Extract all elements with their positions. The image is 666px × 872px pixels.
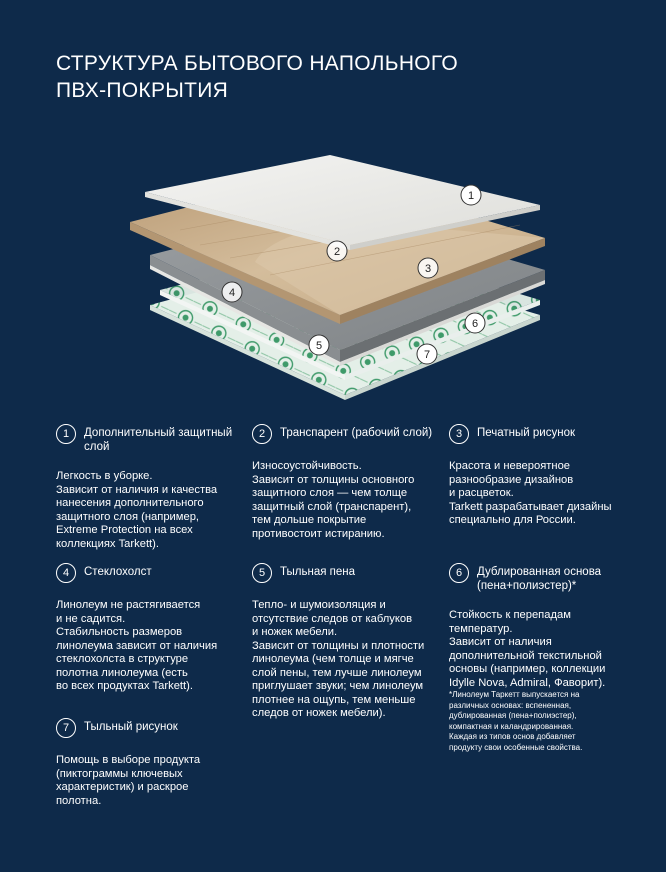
svg-text:5: 5 (315, 340, 323, 352)
number-badge: 3 (449, 424, 469, 444)
item-title: Дополнительный защитный слой (84, 427, 233, 453)
item-title: Дублированная основа (пена+полиэстер)* (477, 566, 602, 592)
svg-text:6: 6 (471, 318, 479, 330)
marker-2 (327, 241, 347, 261)
marker-6 (465, 313, 485, 333)
number-badge: 5 (252, 563, 272, 583)
layers-illustration (0, 150, 666, 410)
item-title: Тыльная пена (280, 566, 356, 578)
marker-4 (222, 282, 242, 302)
title-line-1: СТРУКТУРА БЫТОВОГО НАПОЛЬНОГО (56, 52, 459, 75)
layer-item-2 (252, 424, 437, 541)
layer-structure-diagram (0, 150, 666, 410)
marker-3 (418, 258, 438, 278)
item-title: Печатный рисунок (477, 427, 576, 439)
item-title: Тыльный рисунок (84, 721, 178, 733)
item-description: Помощь в выборе продукта (пиктограммы ключевых характеристик) и раскрое полотна. (56, 754, 201, 807)
item-description: Тепло- и шумоизоляция и отсутствие следов от каблуков и ножек мебели. Зависит от толщины и плотности линолеума (чем толще и мягче слой пены, тем лучше линолеум приглушает звуки; чем линолеум плотнее на ощупь, тем меньше следов от ножек мебели). (252, 599, 425, 719)
title-line-2: ПВХ-ПОКРЫТИЯ (56, 79, 229, 102)
item-description: Красота и невероятное разнообразие дизайнов и расцветок. Tarkett разрабатывает дизайны специально для России. (449, 460, 612, 526)
number-badge: 2 (252, 424, 272, 444)
layer-item-5 (252, 563, 437, 721)
layer-item-1 (56, 424, 241, 551)
layer-item-6 (449, 563, 634, 690)
item-description: Износоустойчивость. Зависит от толщины основного защитного слоя — чем толще защитный слой (транспарент), тем дольше покрытие противостоит истиранию. (252, 460, 415, 540)
item-description: Легкость в уборке. Зависит от наличия и качества нанесения дополнительного защитного слоя (например, Extreme Protection на всех коллекциях Tarkett). (56, 470, 218, 550)
svg-text:4: 4 (228, 287, 236, 299)
number-badge: 1 (56, 424, 76, 444)
layer-item-7 (56, 718, 241, 808)
marker-7 (417, 344, 437, 364)
number-badge: 4 (56, 563, 76, 583)
item-description: Стойкость к перепадам температур. Зависит от наличия дополнительной текстильной основы (например, коллекции Idylle Nova, Admiral, Фаворит). (449, 609, 606, 689)
layer-item-4 (56, 563, 241, 694)
item-title: Стеклохолст (84, 566, 152, 578)
marker-5 (309, 335, 329, 355)
item-title: Транспарент (рабочий слой) (280, 427, 433, 439)
number-badge: 6 (449, 563, 469, 583)
marker-1 (461, 185, 481, 205)
svg-text:7: 7 (423, 349, 431, 361)
footnote: *Линолеум Таркетт выпускается на различных основах: вспененная, дублированная (пена+полиэстер), компактная и каландрированная. Каждая из типов основ добавляет продукту свои особенные свойства. (449, 690, 583, 752)
svg-text:1: 1 (467, 190, 475, 202)
item-description: Линолеум не растягивается и не садится. Стабильность размеров линолеума зависит от наличия стеклохолста в структуре полотна линолеума (есть во всех продуктах Tarkett). (56, 599, 218, 692)
svg-text:3: 3 (424, 263, 432, 275)
page-title (56, 50, 536, 104)
number-badge: 7 (56, 718, 76, 738)
svg-text:2: 2 (333, 246, 341, 258)
layer-item-3 (449, 424, 634, 528)
